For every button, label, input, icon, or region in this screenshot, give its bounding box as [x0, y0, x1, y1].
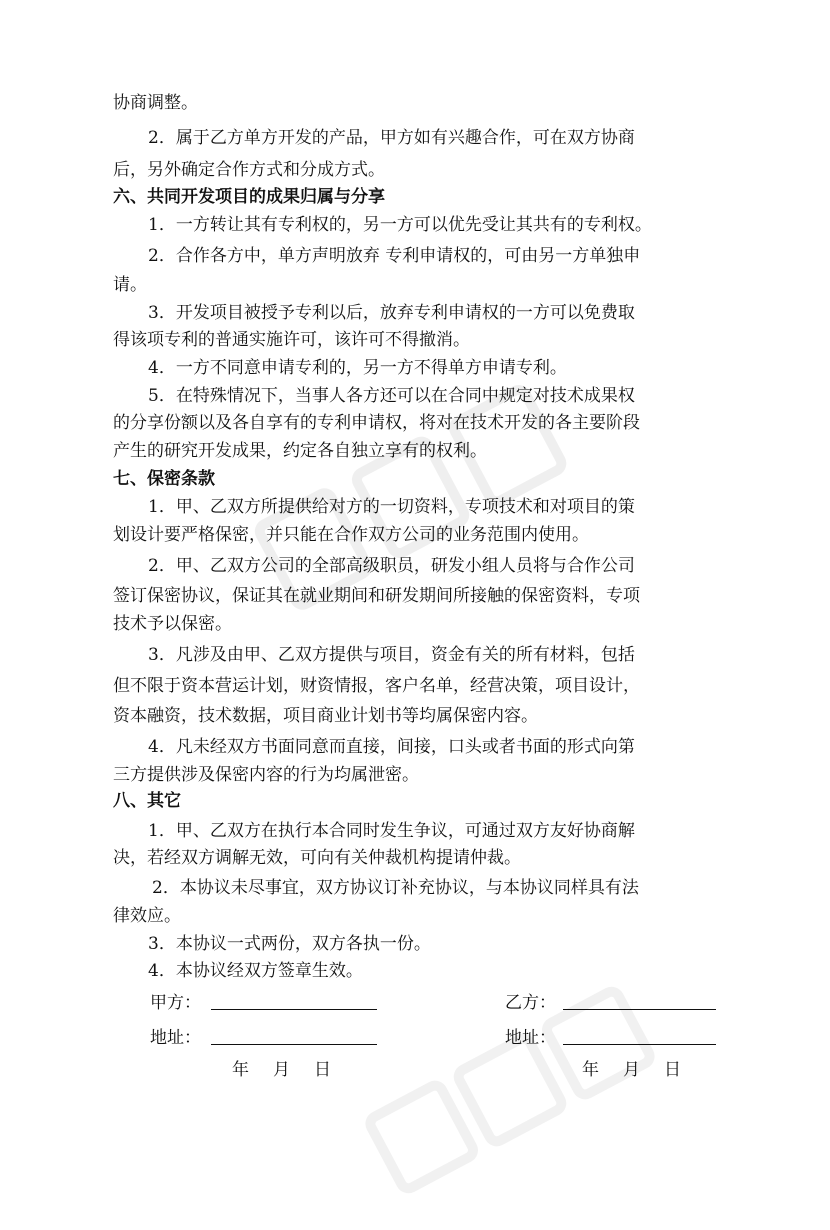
paragraph-line: 协商调整。 [113, 93, 198, 113]
paragraph-line: 1．甲、乙双方在执行本合同时发生争议，可通过双方友好协商解 [148, 821, 635, 841]
paragraph-line: 3．凡涉及由甲、乙双方提供与项目，资金有关的所有材料，包括 [148, 645, 635, 665]
paragraph-line: 得该项专利的普通实施许可，该许可不得撤消。 [113, 330, 470, 350]
party-b-address-label: 地址： [505, 1028, 556, 1048]
section-heading-8: 八、其它 [113, 791, 181, 811]
party-b-date [582, 1055, 681, 1085]
paragraph-line: 2．甲、乙双方公司的全部高级职员，研发小组人员将与合作公司 [148, 556, 635, 576]
paragraph-line: 4．一方不同意申请专利的，另一方不得单方申请专利。 [148, 358, 567, 378]
party-b-label: 乙方： [505, 993, 556, 1013]
section-heading-7: 七、保密条款 [113, 469, 215, 489]
paragraph-line: 签订保密协议，保证其在就业期间和研发期间所接触的保密资料，专项 [113, 586, 640, 606]
paragraph-line: 2．合作各方中，单方声明放弃 专利申请权的，可由另一方单独申 [148, 246, 641, 266]
day-label: 日 [664, 1060, 681, 1080]
year-label: 年 [232, 1060, 249, 1080]
month-label: 月 [273, 1060, 290, 1080]
paragraph-line: 2．属于乙方单方开发的产品，甲方如有兴趣合作，可在双方协商 [148, 128, 635, 148]
paragraph-line: 划设计要严格保密，并只能在合作双方公司的业务范围内使用。 [113, 525, 589, 545]
section-heading-6: 六、共同开发项目的成果归属与分享 [113, 187, 385, 207]
paragraph-line: 3．本协议一式两份，双方各执一份。 [148, 934, 431, 954]
paragraph-line: 决，若经双方调解无效，可向有关仲裁机构提请仲裁。 [113, 848, 521, 868]
day-label: 日 [314, 1060, 331, 1080]
party-b-address-line[interactable] [563, 1044, 716, 1045]
paragraph-line: 请。 [113, 275, 147, 295]
year-label: 年 [582, 1060, 599, 1080]
party-b-signature-line[interactable] [563, 1009, 716, 1010]
paragraph-line: 资本融资，技术数据，项目商业计划书等均属保密内容。 [113, 706, 538, 726]
paragraph-line: 4．凡未经双方书面同意而直接，间接，口头或者书面的形式向第 [148, 737, 635, 757]
party-a-date [232, 1055, 331, 1085]
paragraph-line: 技术予以保密。 [113, 614, 232, 634]
paragraph-line: 4．本协议经双方签章生效。 [148, 961, 363, 981]
paragraph-line: 律效应。 [113, 906, 181, 926]
party-a-address-line[interactable] [211, 1044, 377, 1045]
paragraph-line: 1．一方转让其有专利权的，另一方可以优先受让其共有的专利权。 [148, 215, 652, 235]
party-a-signature-line[interactable] [211, 1009, 377, 1010]
paragraph-line: 三方提供涉及保密内容的行为均属泄密。 [113, 765, 419, 785]
party-a-address-label: 地址： [150, 1028, 201, 1048]
paragraph-line: 2．本协议未尽事宜，双方协议订补充协议，与本协议同样具有法 [152, 878, 639, 898]
month-label: 月 [623, 1060, 640, 1080]
paragraph-line: 产生的研究开发成果，约定各自独立享有的权利。 [113, 441, 487, 461]
paragraph-line: 1．甲、乙双方所提供给对方的一切资料，专项技术和对项目的策 [148, 497, 635, 517]
party-a-label: 甲方： [150, 993, 201, 1013]
paragraph-line: 3．开发项目被授予专利以后，放弃专利申请权的一方可以免费取 [148, 303, 635, 323]
paragraph-line: 后，另外确定合作方式和分成方式。 [113, 160, 385, 180]
paragraph-line: 但不限于资本营运计划，财资情报，客户名单，经营决策，项目设计， [113, 676, 640, 696]
paragraph-line: 5．在特殊情况下，当事人各方还可以在合同中规定对技术成果权 [148, 386, 635, 406]
paragraph-line: 的分享份额以及各自享有的专利申请权，将对在技术开发的各主要阶段 [113, 413, 640, 433]
